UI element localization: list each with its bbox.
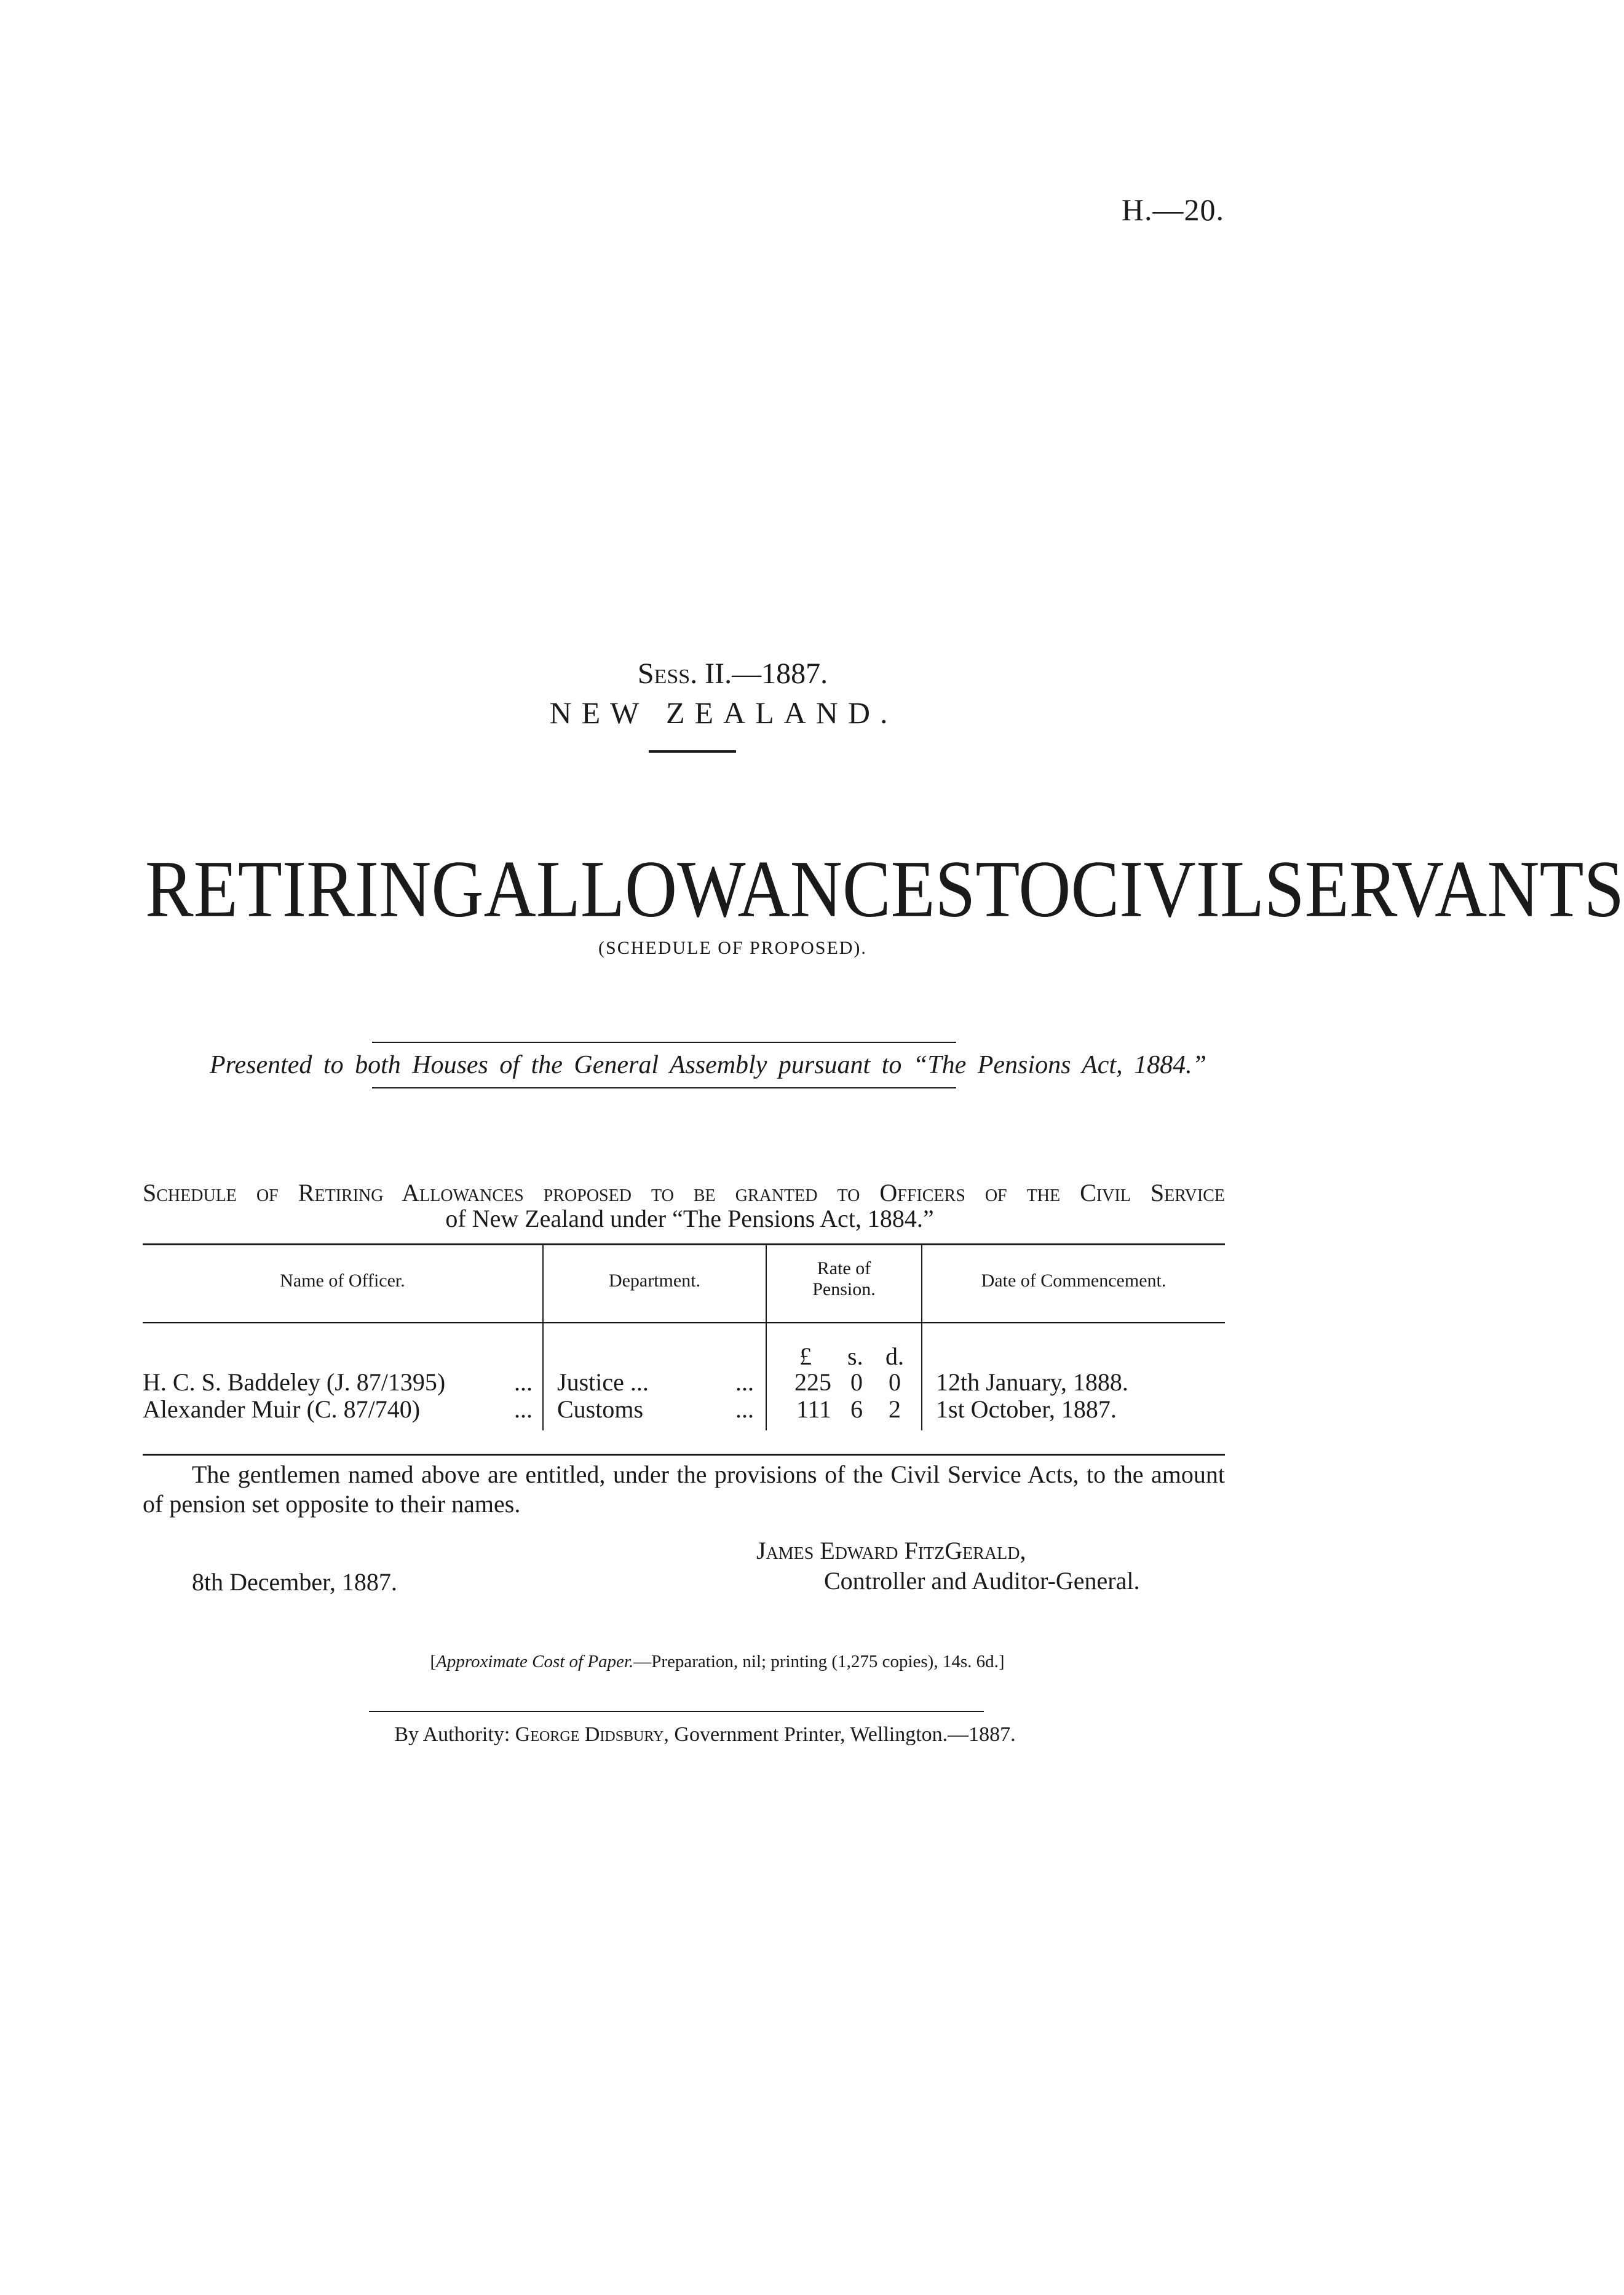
table-row-1-date: 12th January, 1888.	[936, 1368, 1128, 1396]
table-row-1-department: Justice ...	[557, 1368, 649, 1396]
signatory-name: James Edward FitzGerald,	[756, 1537, 1026, 1564]
header-rate-line-2: Pension.	[812, 1279, 876, 1299]
table-row-2-name: Alexander Muir (C. 87/740)	[143, 1395, 421, 1423]
signatory-title: Controller and Auditor-General.	[824, 1567, 1140, 1595]
page-reference: H.—20.	[1121, 192, 1224, 227]
cost-note-label: Approximate Cost of Paper.	[436, 1652, 634, 1671]
divider	[649, 750, 736, 753]
title-word: ALLOWANCES	[483, 844, 976, 934]
header-rate-line-1: Rate of	[817, 1258, 871, 1278]
header-department: Department.	[608, 1270, 701, 1291]
printer-authority-line	[0, 1723, 1416, 1746]
leader-dots: ...	[735, 1368, 754, 1396]
table-row-1-name: H. C. S. Baddeley (J. 87/1395)	[143, 1368, 446, 1396]
table-row-2-shillings: 6	[850, 1395, 863, 1423]
table-row-1-pence: 0	[889, 1368, 901, 1396]
header-bottom-rule	[143, 1322, 1225, 1323]
unit-pence: d.	[885, 1342, 904, 1370]
document-title	[145, 844, 1624, 934]
header-rate-of-pension	[767, 1258, 921, 1300]
title-word: CIVIL	[1071, 844, 1265, 934]
unit-shillings: s.	[847, 1342, 863, 1370]
cost-note: [Approximate Cost of Paper.—Preparation, nil; printing (1,275 copies), 14s. 6d.]	[430, 1652, 1005, 1671]
divider	[372, 1042, 956, 1043]
authority-prefix: By Authority:	[394, 1723, 510, 1746]
document-subtitle: (SCHEDULE OF PROPOSED).	[598, 938, 867, 958]
table-row-1-shillings: 0	[850, 1368, 863, 1396]
document-date: 8th December, 1887.	[192, 1568, 397, 1596]
header-name-of-officer: Name of Officer.	[280, 1270, 405, 1291]
printer-name: George Didsbury,	[515, 1723, 669, 1746]
session-line	[0, 657, 1416, 691]
table-row-2-date: 1st October, 1887.	[936, 1395, 1117, 1423]
schedule-heading-line-2: of New Zealand under “The Pensions Act, 1884.”	[445, 1205, 934, 1232]
divider	[369, 1711, 984, 1712]
table-row-2-department: Customs	[557, 1395, 644, 1423]
session-label: Sess.	[637, 657, 698, 690]
body-paragraph: The gentlemen named above are entitled, under the provisions of the Civil Service Acts, to the amount of pension set opposite to their names.	[143, 1461, 1225, 1518]
table-top-rule	[143, 1243, 1225, 1245]
table-row-1-pounds: 225	[794, 1368, 831, 1396]
divider	[372, 1087, 956, 1088]
leader-dots: ...	[514, 1368, 533, 1396]
schedule-heading-line-1: Schedule of Retiring Allowances proposed to be granted to Officers of the Civil Service	[143, 1179, 1225, 1207]
cost-note-text: —Preparation, nil; printing (1,275 copies), 14s. 6d.	[633, 1652, 999, 1671]
session-number: II.—1887.	[705, 657, 828, 690]
title-word: SERVANTS	[1264, 844, 1624, 934]
authority-suffix: Government Printer, Wellington.—1887.	[674, 1723, 1016, 1746]
header-date-of-commencement: Date of Commencement.	[981, 1270, 1167, 1291]
leader-dots: ...	[514, 1395, 533, 1423]
table-row-2-pounds: 111	[796, 1395, 831, 1423]
title-word: TO	[975, 844, 1071, 934]
presented-statement: Presented to both Houses of the General Assembly pursuant to “The Pensions Act, 1884.”	[210, 1051, 1206, 1079]
leader-dots: ...	[735, 1395, 754, 1423]
title-word: RETIRING	[145, 844, 484, 934]
table-row-2-pence: 2	[889, 1395, 901, 1423]
country-heading: NEW ZEALAND.	[549, 696, 898, 730]
table-bottom-rule	[143, 1454, 1225, 1456]
unit-pounds: £	[799, 1342, 812, 1370]
